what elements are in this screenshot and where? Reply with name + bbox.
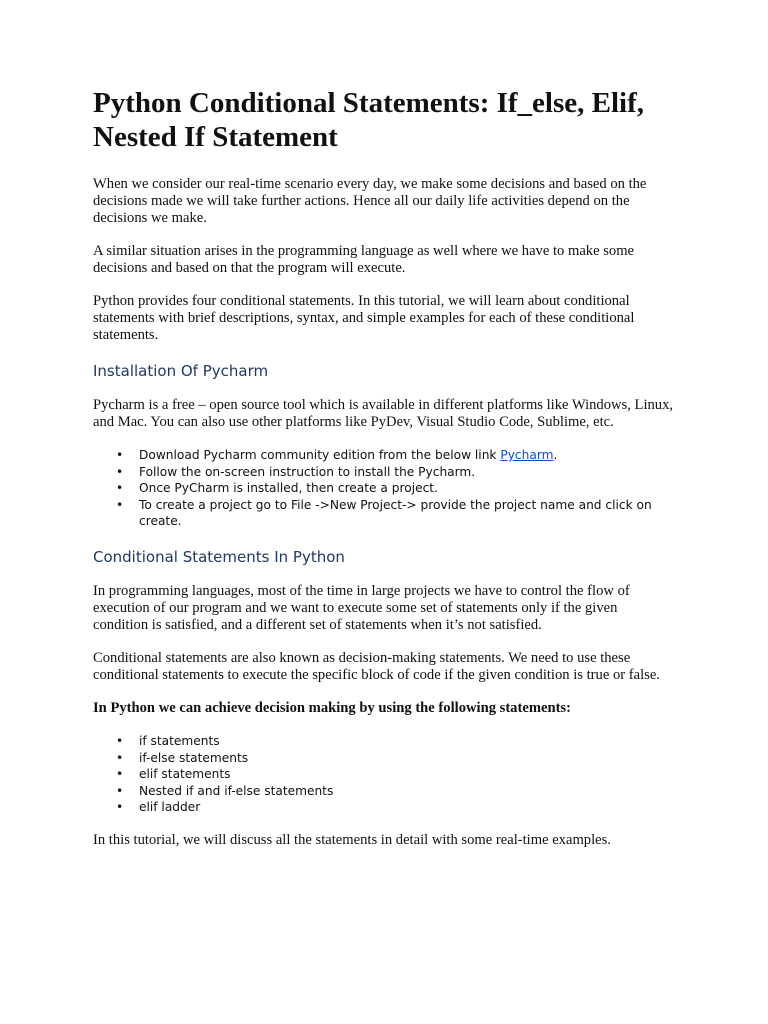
statements-list xyxy=(93,733,675,816)
list-item-text: elif ladder xyxy=(139,800,201,815)
conditional-statements-heading: Conditional Statements In Python xyxy=(93,547,345,566)
list-item-text: if statements xyxy=(139,733,220,748)
bullet-icon: • xyxy=(116,800,124,815)
bullet-icon: • xyxy=(116,448,124,462)
list-item xyxy=(116,766,675,783)
installation-steps-list xyxy=(93,447,675,530)
bullet-icon: • xyxy=(116,767,124,782)
conditional-paragraph-2: Conditional statements are also known as decision-making statements. We need to use these conditional statements to execute the specific block of code if the given condition is true or false. xyxy=(93,649,660,683)
list-item xyxy=(116,480,675,497)
bullet-icon: • xyxy=(116,783,124,798)
list-item-text: Follow the on-screen instruction to install the Pycharm. xyxy=(139,464,476,479)
list-item-text: Nested if and if-else statements xyxy=(139,783,334,798)
intro-paragraph-1: When we consider our real-time scenario every day, we make some decisions and based on the decisions made we will take further actions. Hence all our daily life activities depend on the decisions we make. xyxy=(93,176,647,226)
list-item-text: elif statements xyxy=(139,767,231,782)
bullet-icon: • xyxy=(116,733,124,748)
page-title: Python Conditional Statements: If_else, Elif, Nested If Statement xyxy=(93,87,644,153)
list-item-suffix: . xyxy=(553,448,558,462)
list-item xyxy=(116,799,675,816)
list-item-text: if-else statements xyxy=(139,750,249,765)
list-item xyxy=(116,497,675,530)
intro-paragraph-2: A similar situation arises in the programming language as well where we have to make some decisions and based on that the program will execute. xyxy=(93,243,635,276)
decision-making-bold-line: In Python we can achieve decision making by using the following statements: xyxy=(93,699,571,716)
list-item xyxy=(116,783,675,800)
pycharm-link[interactable]: Pycharm xyxy=(500,448,554,462)
bullet-icon: • xyxy=(116,750,124,765)
bullet-icon: • xyxy=(116,464,124,479)
list-item-text: To create a project go to File ->New Project-> provide the project name and click on create. xyxy=(139,497,652,529)
installation-paragraph: Pycharm is a free – open source tool which is available in different platforms like Windows, Linux, and Mac. You can also use other platforms like PyDev, Visual Studio Code, Sublime, etc. xyxy=(93,397,674,430)
list-item xyxy=(116,750,675,767)
bullet-icon: • xyxy=(116,481,124,496)
closing-paragraph: In this tutorial, we will discuss all the statements in detail with some real-time examples. xyxy=(93,831,611,848)
bullet-icon: • xyxy=(116,497,124,512)
list-item xyxy=(116,733,675,750)
list-item-text: Once PyCharm is installed, then create a project. xyxy=(139,481,438,496)
list-item-text: Download Pycharm community edition from the below link xyxy=(139,448,501,462)
conditional-paragraph-1: In programming languages, most of the time in large projects we have to control the flow of execution of our program and we want to execute some set of statements only if the given condition is satisfied, and a different set of statements when it’s not satisfied. xyxy=(93,582,630,633)
installation-heading: Installation Of Pycharm xyxy=(93,362,269,380)
list-item xyxy=(116,464,675,481)
list-item xyxy=(116,447,675,464)
intro-paragraph-3: Python provides four conditional statements. In this tutorial, we will learn about conditional statements with brief descriptions, syntax, and simple examples for each of these conditional statements. xyxy=(93,293,635,343)
